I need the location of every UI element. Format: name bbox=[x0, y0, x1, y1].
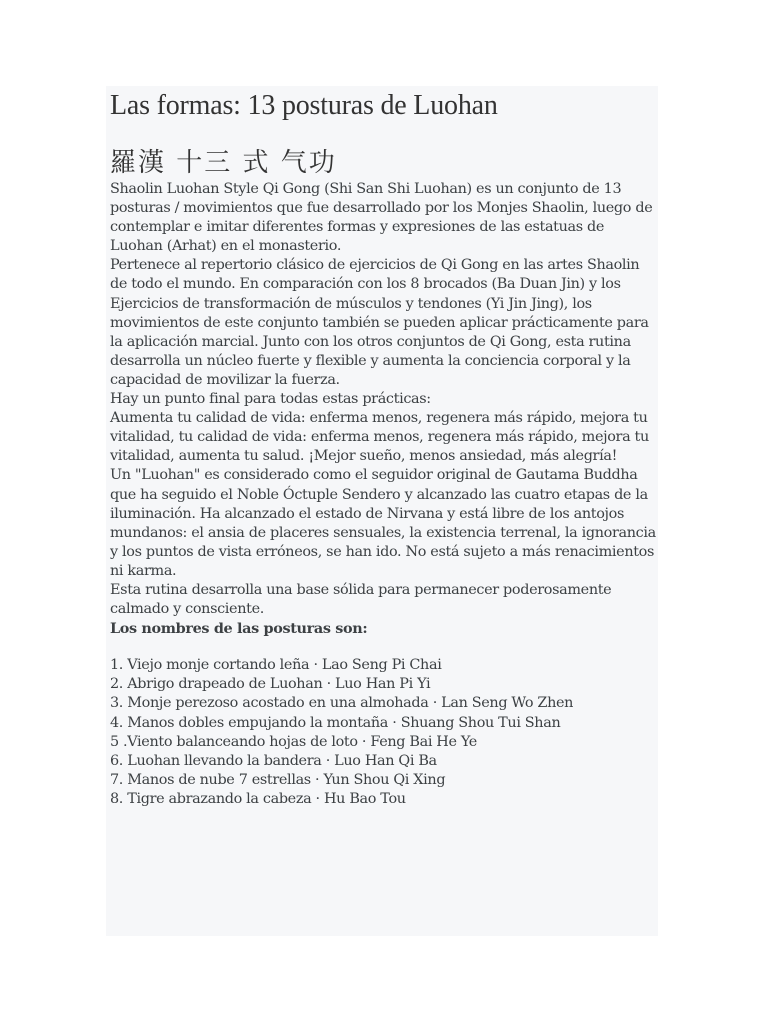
list-item: 7. Manos de nube 7 estrellas · Yun Shou Qi Xing bbox=[110, 771, 446, 788]
paragraph-repertoire: Pertenece al repertorio clásico de ejercicios de Qi Gong en las artes Shaolin de todo el mundo. En comparación con los 8 brocados (Ba Duan Jin) y los Ejercicios de transformación de músculos y tendones (Yi Jin Jing), los movimientos de este conjunto también se pueden aplicar prácticamente para la aplicación marcial. Junto con los otros conjuntos de Qi Gong, esta rutina desarrolla un núcleo fuerte y flexible y aumenta la conciencia corporal y la capacidad de movilizar la fuerza. bbox=[110, 257, 649, 388]
list-item: 3. Monje perezoso acostado en una almohada · Lan Seng Wo Zhen bbox=[110, 695, 574, 712]
paragraph-final-point: Hay un punto final para todas estas prácticas: bbox=[110, 391, 431, 408]
paragraph-luohan-definition: Un "Luohan" es considerado como el seguidor original de Gautama Buddha que ha seguido el Noble Óctuple Sendero y alcanzado las cuatro etapas de la iluminación. Ha alcanzado el estado de Nirvana y está libre de los antojos mundanos: el ansia de placeres sensuales, la existencia terrenal, la ignorancia y los puntos de vista erróneos, se han ido. No está sujeto a más renacimientos ni karma. bbox=[110, 467, 656, 579]
document-page bbox=[106, 86, 658, 936]
paragraph-routine: Esta rutina desarrolla una base sólida para permanecer poderosamente calmado y consciente. bbox=[110, 581, 612, 618]
document-content bbox=[110, 86, 658, 809]
list-item: 5 .Viento balanceando hojas de loto · Feng Bai He Ye bbox=[110, 733, 477, 750]
chinese-subtitle: 羅漢 十三 式 气功 bbox=[110, 148, 337, 178]
list-item: 6. Luohan llevando la bandera · Luo Han Qi Ba bbox=[110, 752, 437, 769]
list-item: 2. Abrigo drapeado de Luohan · Luo Han Pi Yi bbox=[110, 676, 431, 693]
postures-list bbox=[110, 656, 658, 809]
paragraph-intro: Shaolin Luohan Style Qi Gong (Shi San Shi Luohan) es un conjunto de 13 posturas / movimientos que fue desarrollado por los Monjes Shaolin, luego de contemplar e imitar diferentes formas y expresiones de las estatuas de Luohan (Arhat) en el monasterio. bbox=[110, 181, 653, 255]
list-item: 8. Tigre abrazando la cabeza · Hu Bao Tou bbox=[110, 790, 406, 807]
paragraph-benefits: Aumenta tu calidad de vida: enferma menos, regenera más rápido, mejora tu vitalidad, tu calidad de vida: enferma menos, regenera más rápido, mejora tu vitalidad, aumenta tu salud. ¡Mejor sueño, menos ansiedad, más alegría! bbox=[110, 410, 649, 465]
list-item: 1. Viejo monje cortando leña · Lao Seng Pi Chai bbox=[110, 657, 442, 674]
postures-heading: Los nombres de las posturas son: bbox=[110, 620, 368, 638]
page-title: Las formas: 13 posturas de Luohan bbox=[110, 90, 498, 121]
list-item: 4. Manos dobles empujando la montaña · Shuang Shou Tui Shan bbox=[110, 714, 561, 731]
